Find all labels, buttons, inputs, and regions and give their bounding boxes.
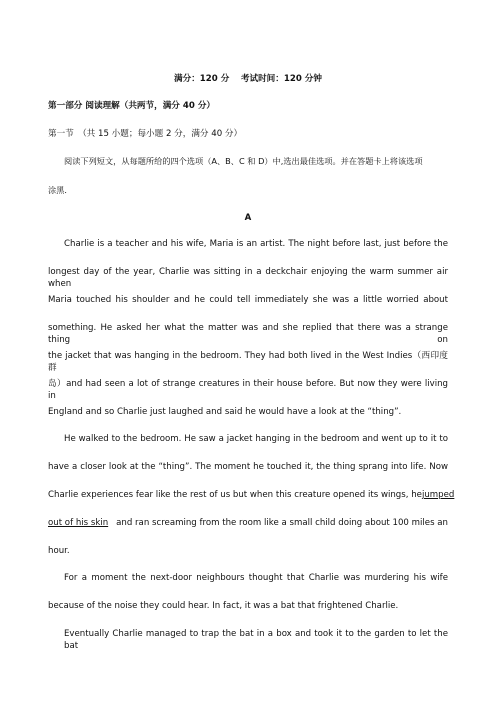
paragraph-line: Charlie is a teacher and his wife, Maria is an artist. The night before last, just before the [64, 239, 448, 249]
paragraph-line: because of the noise they could hear. In fact, it was a bat that frightened Charlie. [48, 601, 399, 611]
paragraph-line: Eventually Charlie managed to trap the bat in a box and took it to the garden to let the bat [64, 629, 448, 651]
instructions-line-2: 涂黑． [48, 185, 73, 195]
paragraph-line: longest day of the year, Charlie was sitting in a deckchair enjoying the warm summer air when [48, 267, 448, 289]
paragraph-line: Maria touched his shoulder and he could tell immediately she was a little worried about [48, 295, 448, 305]
paragraph-line [48, 517, 448, 529]
paragraph-line: something. He asked her what the matter was and she replied that there was a strange thing on [48, 323, 448, 345]
paragraph-line: He walked to the bedroom. He saw a jacket hanging in the bedroom and went up to it to [64, 434, 448, 444]
underlined-phrase-end: out of his skin [48, 518, 109, 528]
paragraph-text: Charlie experiences fear like the rest of us but when this creature opened its wings, he [48, 490, 422, 500]
score-time-header: 满分：120 分 考试时间：120 分钟 [174, 74, 322, 84]
paragraph-text: and ran screaming from the room like a small child doing about 100 miles an [116, 518, 448, 528]
part-title: 第一部分 阅读理解（共两节，满分 40 分） [48, 101, 216, 111]
paragraph-line: the jacket that was hanging in the bedroom. They had both lived in the West Indies（西印度群 [48, 351, 448, 373]
passage-label: A [244, 213, 252, 223]
paragraph-line: England and so Charlie just laughed and said he would have a look at the “thing”. [48, 407, 402, 417]
paragraph-line [48, 489, 455, 501]
section-title: 第一节 （共 15 小题；每小题 2 分，满分 40 分） [48, 129, 243, 139]
instructions-line-1: 阅读下列短文，从每题所给的四个选项（A、B、C 和 D）中,选出最佳选项。并在答题卡上将该选项 [64, 156, 423, 166]
paragraph-line: have a closer look at the “thing”. The moment he touched it, the thing sprang into life. Now [48, 462, 448, 472]
paragraph-line: 岛）and had seen a lot of strange creatures in their house before. But now they were living in [48, 379, 448, 401]
paragraph-line: hour. [48, 546, 70, 556]
paragraph-line: For a moment the next-door neighbours thought that Charlie was murdering his wife [64, 573, 448, 583]
underlined-phrase-start: jumped [421, 490, 455, 500]
